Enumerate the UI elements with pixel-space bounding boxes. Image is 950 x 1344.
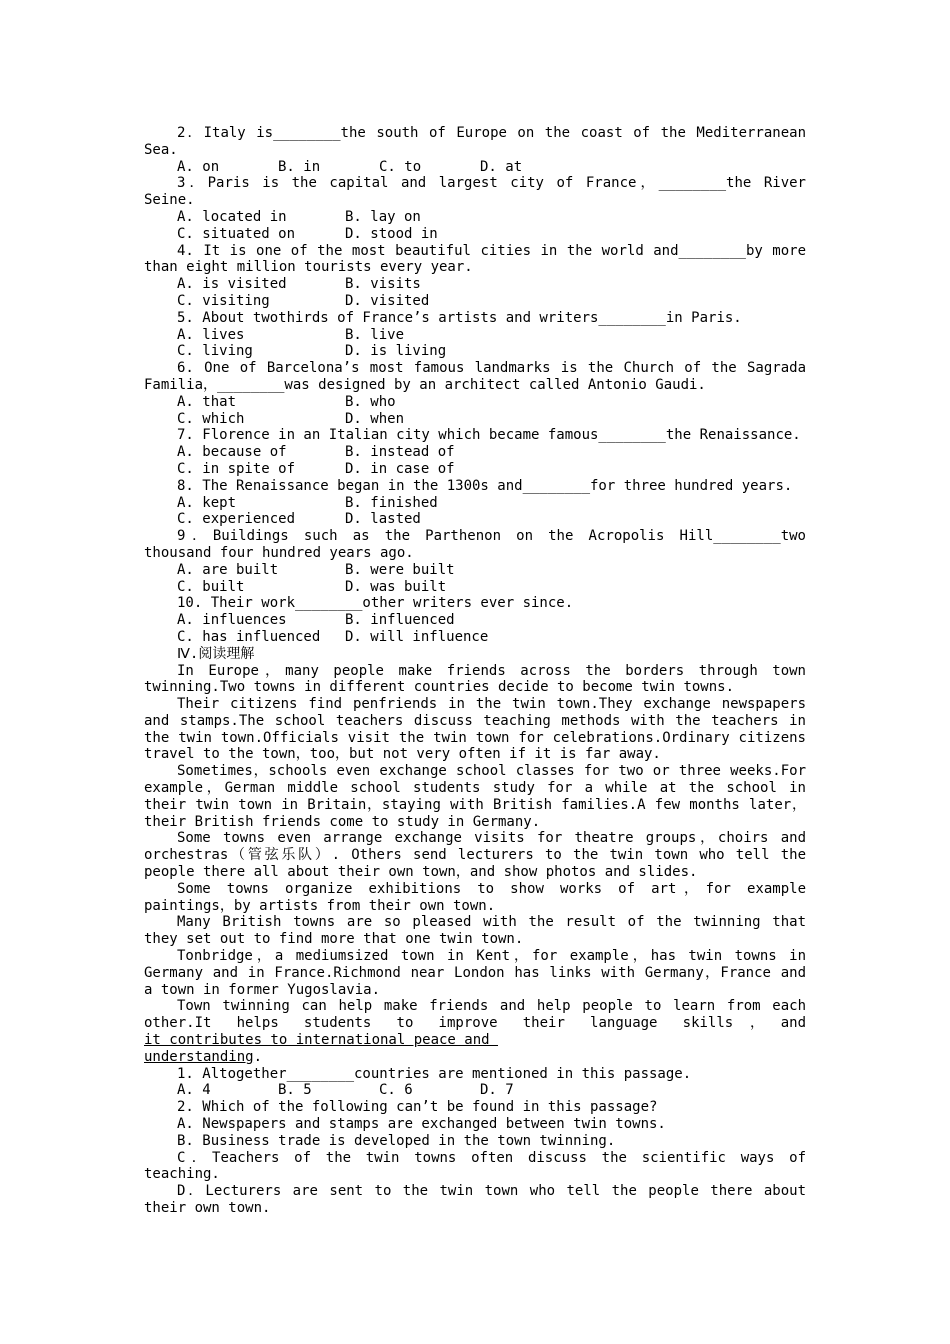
- option: B. influenced: [345, 612, 455, 629]
- option: A. lives: [177, 326, 245, 343]
- option: D. stood in: [345, 225, 438, 242]
- question-6-stem: 6. One of Barcelona’s most famous landmarks is the Church of the Sagrada Familia，________was designed by an architect called Antonio Gaudi.: [144, 360, 806, 393]
- passage-last-paragraph: Town twinning can help make friends and help people to learn from each other.It helps students to improve their language skills，and: [144, 998, 806, 1032]
- question-7-stem: 7. Florence in an Italian city which became famous________the Renaissance.: [177, 427, 801, 444]
- option: B. 5: [278, 1082, 312, 1099]
- option: C. living: [177, 343, 253, 360]
- option: A. on: [177, 158, 220, 175]
- option: D. will influence: [345, 628, 489, 645]
- option: A. 4: [177, 1082, 211, 1099]
- question-5-stem: 5. About twothirds of France’s artists and writers________in Paris.: [177, 309, 742, 326]
- option: D．Lecturers are sent to the twin town who tell the people there about their own town.: [144, 1183, 806, 1216]
- option: C. visiting: [177, 292, 270, 309]
- option: A. is visited: [177, 276, 287, 293]
- option: B. instead of: [345, 444, 455, 461]
- passage-paragraph: Tonbridge，a mediumsized town in Kent，for example，has twin towns in Germany and in France.Richmond near London has links with Germany，France and a town in former Yugoslavia.: [144, 948, 806, 998]
- option: D. was built: [345, 578, 447, 595]
- option: B. Business trade is developed in the town twinning.: [177, 1132, 616, 1149]
- underlined-phrase: understanding: [144, 1048, 254, 1065]
- option: C. has influenced: [177, 628, 321, 645]
- option: D. at: [480, 158, 523, 175]
- option: C. experienced: [177, 511, 296, 528]
- option: A. located in: [177, 208, 287, 225]
- option: A. are built: [177, 561, 279, 578]
- question-6-options-row2: [144, 411, 806, 428]
- option: D. is living: [345, 343, 447, 360]
- document-page: [144, 125, 806, 1217]
- question-10-stem: 10. Their work________other writers ever since.: [177, 595, 574, 612]
- passage-paragraph: Sometimes，schools even exchange school classes for two or three weeks.For example，German middle school students study for a while at the school in their twin town in Britain，staying with British families.A few months later，their British friends come to study in Germany.: [144, 763, 806, 830]
- question-8-options-row1: [144, 495, 806, 512]
- option: B. who: [345, 393, 396, 410]
- question-7-options-row1: [144, 444, 806, 461]
- question-3-options-row2: [144, 226, 806, 243]
- passage-paragraph: In Europe，many people make friends across the borders through town twinning.Two towns in different countries decide to become twin towns.: [144, 662, 806, 696]
- option: A. influences: [177, 612, 287, 629]
- option: C. built: [177, 578, 245, 595]
- option: D. in case of: [345, 460, 455, 477]
- question-4-options-row1: [144, 276, 806, 293]
- question-4-stem: 4. It is one of the most beautiful cities in the world and________by more than eight million tourists every year.: [144, 242, 806, 276]
- option: A. kept: [177, 494, 237, 511]
- passage-paragraph: Some towns organize exhibitions to show works of art，for example paintings，by artists from their own town.: [144, 880, 806, 914]
- option: B. in: [278, 158, 321, 175]
- option: D. visited: [345, 292, 430, 309]
- question-2-stem: 2．Italy is________the south of Europe on the coast of the Mediterranean Sea.: [144, 125, 806, 158]
- question-4-options-row2: [144, 293, 806, 310]
- option: A. that: [177, 393, 237, 410]
- option: C. in spite of: [177, 460, 296, 477]
- option: C. which: [177, 410, 245, 427]
- question-3-options-row1: [144, 209, 806, 226]
- passage-paragraph: Many British towns are so pleased with the result of the twinning that they set out to find more that one twin town.: [144, 914, 806, 948]
- option: C．Teachers of the twin towns often discuss the scientific ways of teaching.: [144, 1149, 806, 1183]
- sentence-period: .: [253, 1048, 263, 1065]
- option: D. lasted: [345, 511, 421, 528]
- question-5-options-row1: [144, 327, 806, 344]
- question-3-stem: 3．Paris is the capital and largest city of France，________the River Seine.: [144, 175, 806, 209]
- question-9-options-row1: [144, 562, 806, 579]
- underlined-phrase-line: [144, 1032, 806, 1049]
- option: C. 6: [379, 1082, 413, 1099]
- question-10-options-row2: [144, 629, 806, 646]
- question-9-options-row2: [144, 579, 806, 596]
- reading-question-2-stem: 2. Which of the following can’t be found in this passage?: [177, 1099, 658, 1116]
- question-7-options-row2: [144, 461, 806, 478]
- option: B. were built: [345, 561, 455, 578]
- question-8-stem: 8. The Renaissance began in the 1300s and________for three hundred years.: [177, 477, 793, 494]
- question-5-options-row2: [144, 343, 806, 360]
- option: D. 7: [480, 1082, 514, 1099]
- question-9-stem: 9．Buildings such as the Parthenon on the Acropolis Hill________two thousand four hundred years ago.: [144, 528, 806, 561]
- option: C. to: [379, 158, 422, 175]
- question-10-options-row1: [144, 612, 806, 629]
- option: C. situated on: [177, 225, 296, 242]
- option: A. Newspapers and stamps are exchanged between twin towns.: [177, 1116, 666, 1133]
- option: B. visits: [345, 276, 421, 293]
- question-6-options-row1: [144, 394, 806, 411]
- option: D. when: [345, 410, 405, 427]
- reading-question-1-stem: 1. Altogether________countries are mentioned in this passage.: [177, 1065, 692, 1082]
- option: B. live: [345, 326, 405, 343]
- underlined-phrase-line: [144, 1049, 806, 1066]
- question-8-options-row2: [144, 511, 806, 528]
- option: B. finished: [345, 494, 438, 511]
- option: A. because of: [177, 444, 287, 461]
- section-title: Ⅳ.阅读理解: [177, 645, 255, 662]
- reading-question-1-options: [144, 1082, 806, 1099]
- question-2-options: [144, 159, 806, 176]
- passage-paragraph: Some towns even arrange exchange visits for theatre groups，choirs and orchestras（管弦乐队）. Others send lecturers to the twin town who tell the people there all about their own town，and show photos and slides.: [144, 830, 806, 881]
- option: B. lay on: [345, 208, 421, 225]
- passage-paragraph: Their citizens find penfriends in the twin town.They exchange newspapers and stamps.The school teachers discuss teaching methods with the teachers in the twin town.Officials visit the twin town for celebrations.Ordinary citizens travel to the town，too，but not very often if it is far away.: [144, 696, 806, 763]
- underlined-phrase: it contributes to international peace and: [144, 1032, 499, 1049]
